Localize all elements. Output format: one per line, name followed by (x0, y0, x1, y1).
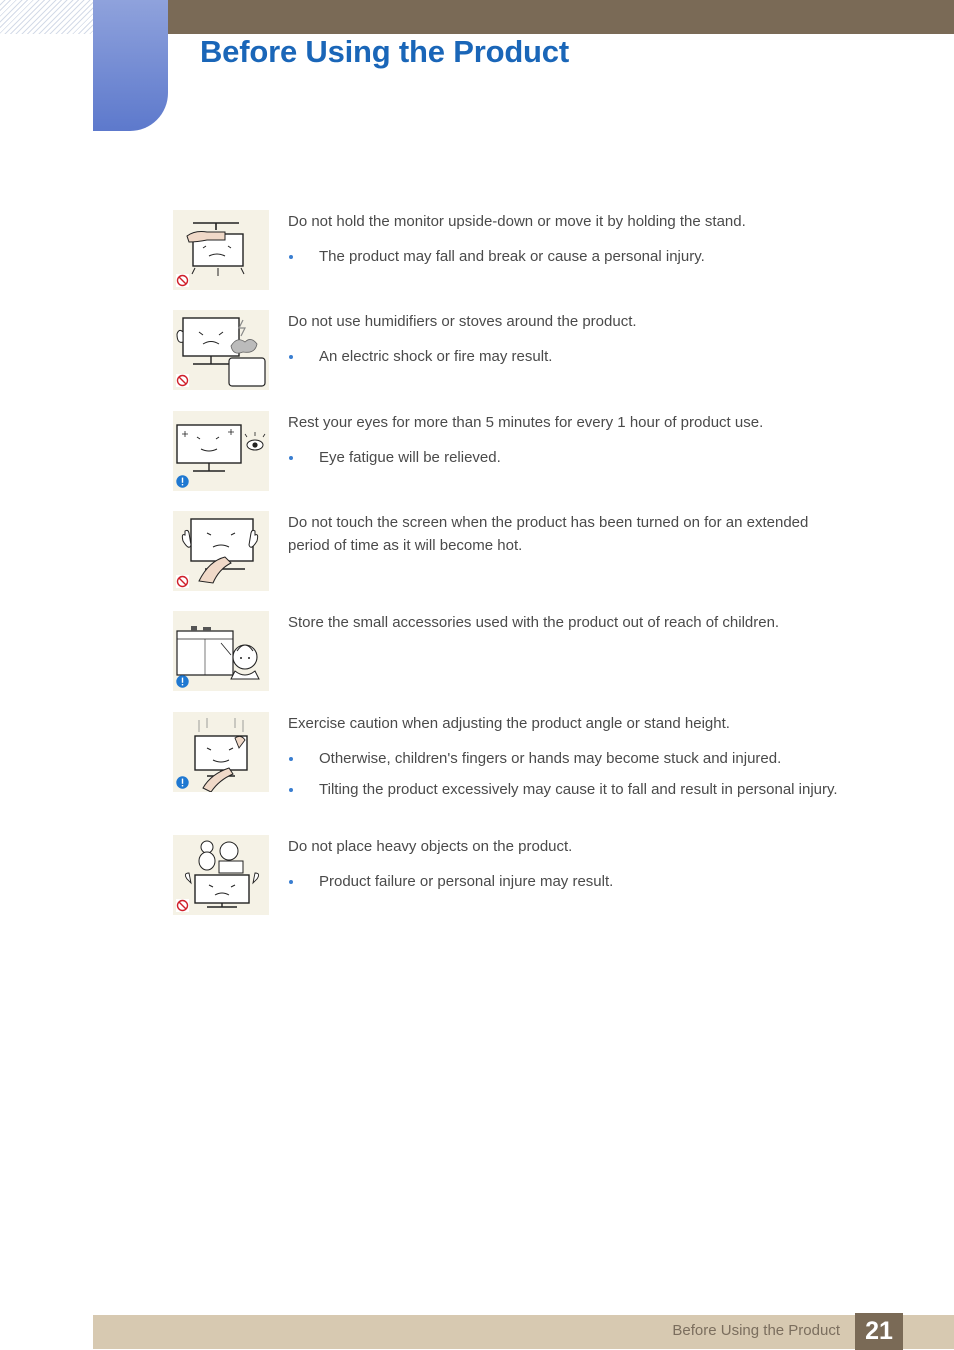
caution-icon (176, 776, 189, 789)
prohibited-icon (176, 374, 189, 387)
illustration-monitor-heavy-objects (173, 835, 269, 915)
bullet-item (288, 747, 848, 771)
bullet-dot (289, 880, 293, 884)
bullet-item (288, 870, 848, 894)
bullet-dot (289, 355, 293, 359)
bullet-list (288, 870, 848, 894)
bullet-dot (289, 456, 293, 460)
bullet-text: Tilting the product excessively may cause it to fall and result in personal injury. (319, 781, 838, 798)
illustration-child-accessories (173, 611, 269, 691)
header-bar (168, 0, 954, 34)
bullet-list (288, 747, 848, 802)
header-hatch-pattern (0, 0, 93, 34)
illustration-monitor-upside-down (173, 210, 269, 290)
item-text: Rest your eyes for more than 5 minutes for every 1 hour of product use. (288, 414, 764, 431)
illustration-monitor-humidifier (173, 310, 269, 390)
bullet-item (288, 446, 848, 470)
bullet-text: An electric shock or fire may result. (319, 348, 553, 365)
item-text: Do not touch the screen when the product has been turned on for an extended period of time as it will become hot. (288, 514, 809, 554)
item-text: Store the small accessories used with the product out of reach of children. (288, 614, 780, 631)
bullet-text: Product failure or personal injure may result. (319, 873, 614, 890)
chapter-tab (93, 0, 168, 131)
item-text: Do not place heavy objects on the product. (288, 838, 573, 855)
bullet-item (288, 778, 848, 802)
prohibited-icon (176, 274, 189, 287)
caution-icon (176, 675, 189, 688)
caution-icon (176, 475, 189, 488)
bullet-dot (289, 757, 293, 761)
footer-section-title: Before Using the Product (672, 1322, 840, 1339)
bullet-text: The product may fall and break or cause a personal injury. (319, 248, 705, 265)
page-number: 21 (855, 1313, 903, 1350)
item-text: Exercise caution when adjusting the product angle or stand height. (288, 715, 730, 732)
bullet-item (288, 245, 848, 269)
illustration-monitor-hot-screen (173, 511, 269, 591)
bullet-dot (289, 255, 293, 259)
bullet-text: Otherwise, children's fingers or hands may become stuck and injured. (319, 750, 782, 767)
page-title: Before Using the Product (200, 34, 569, 69)
illustration-monitor-eye-rest (173, 411, 269, 491)
prohibited-icon (176, 575, 189, 588)
item-text: Do not hold the monitor upside-down or move it by holding the stand. (288, 213, 746, 230)
bullet-item (288, 345, 848, 369)
bullet-list (288, 245, 848, 269)
bullet-list (288, 345, 848, 369)
illustration-monitor-adjust-angle (173, 712, 269, 792)
bullet-dot (289, 788, 293, 792)
item-text: Do not use humidifiers or stoves around the product. (288, 313, 637, 330)
prohibited-icon (176, 899, 189, 912)
bullet-list (288, 446, 848, 470)
bullet-text: Eye fatigue will be relieved. (319, 449, 501, 466)
